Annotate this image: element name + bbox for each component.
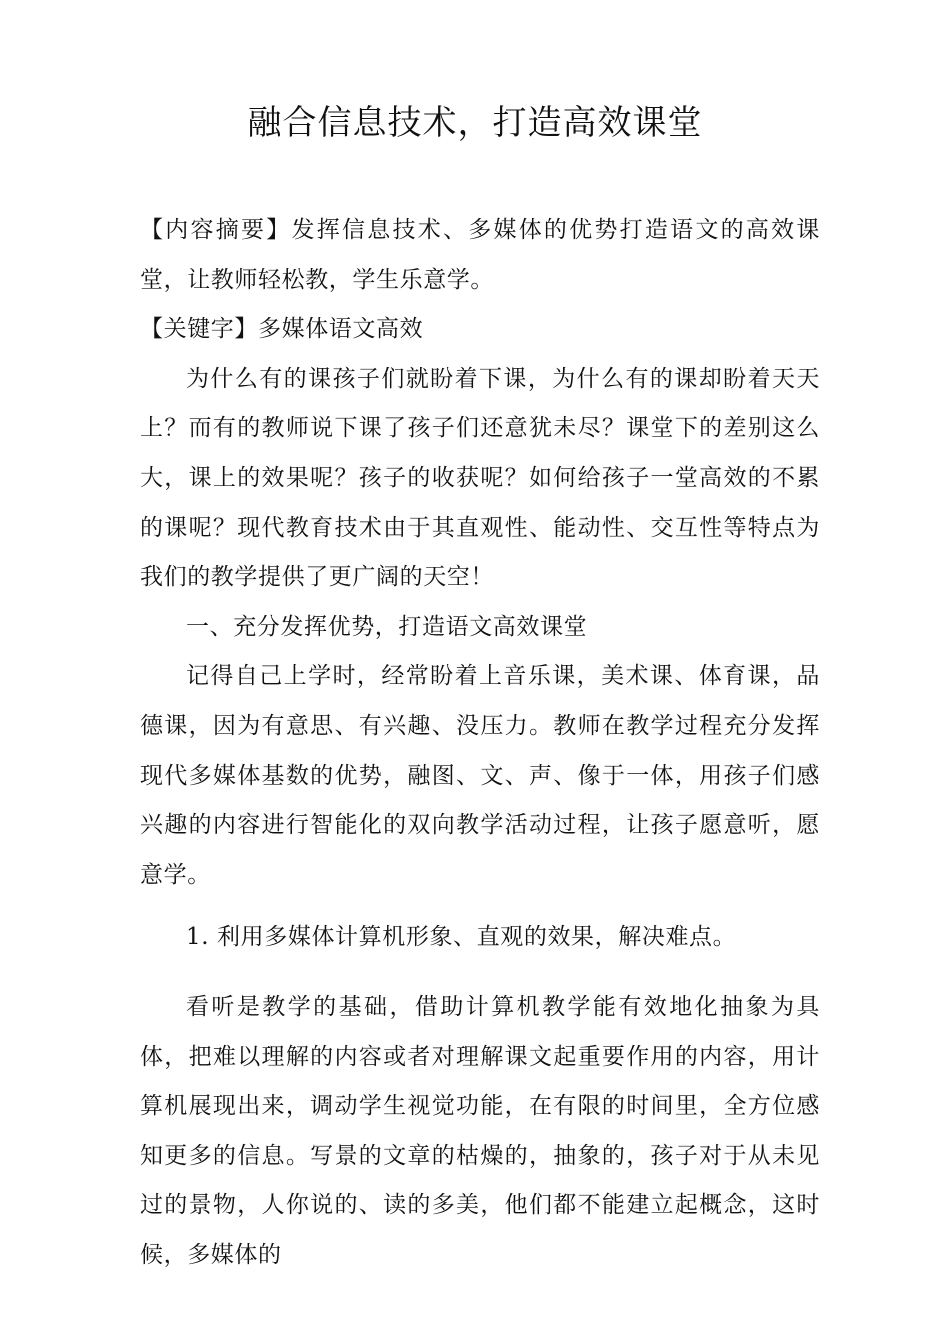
keywords-paragraph: 【关键字】多媒体语文高效: [140, 316, 424, 343]
body-paragraph-section-1: 记得自己上学时，经常盼着上音乐课，美术课、体育课，品德课，因为有意思、有兴趣、没压力。教师在教学过程充分发挥现代多媒体基数的优势，融图、文、声、像于一体，用孩子们感兴趣的内容进行智能化的双向教学活动过程，让孩子愿意听，愿意学。: [140, 663, 820, 888]
subsection-heading-1: 1. 利用多媒体计算机形象、直观的效果，解决难点。: [186, 924, 737, 951]
body-paragraph-intro: 为什么有的课孩子们就盼着下课，为什么有的课却盼着天天上？而有的教师说下课了孩子们还意犹未尽？课堂下的差别这么大，课上的效果呢？孩子的收获呢？如何给孩子一堂高效的不累的课呢？现代教育技术由于其直观性、能动性、交互性等特点为我们的教学提供了更广阔的天空！: [140, 365, 820, 591]
section-heading-1: 一、充分发挥优势，打造语文高效课堂: [186, 613, 588, 640]
body-paragraph-subsection-1: 看听是教学的基础，借助计算机教学能有效地化抽象为具体，把难以理解的内容或者对理解课文起重要作用的内容，用计算机展现出来，调动学生视觉功能，在有限的时间里，全方位感知更多的信息。写景的文章的枯燥的，抽象的，孩子对于从未见过的景物，人你说的、读的多美，他们都不能建立起概念，这时候，多媒体的: [140, 993, 820, 1268]
document-title: 融合信息技术，打造高效课堂: [247, 103, 703, 143]
abstract-paragraph: 【内容摘要】发挥信息技术、多媒体的优势打造语文的高效课堂，让教师轻松教，学生乐意学。: [140, 217, 820, 293]
document-body: [140, 206, 820, 1280]
